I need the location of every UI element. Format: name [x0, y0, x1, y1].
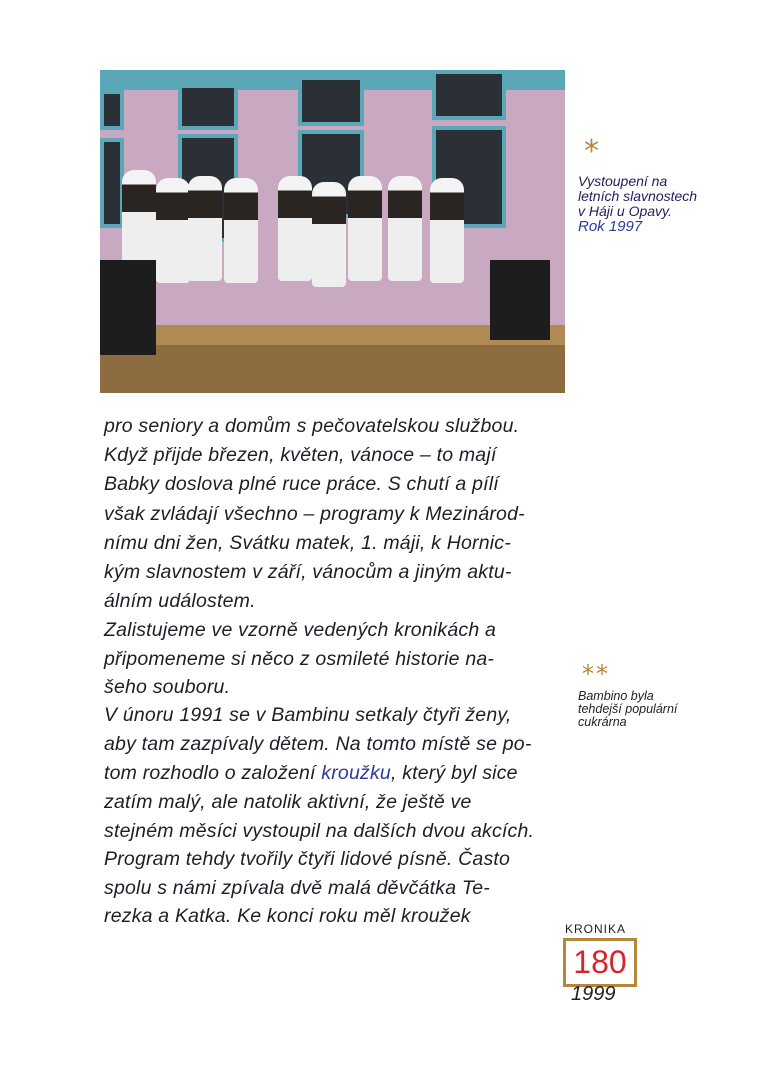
text-line: kým slavnostem v září, vánocům a jiným aktu- [104, 561, 512, 583]
double-asterisk-icon: ** [582, 660, 610, 688]
text-line: nímu dni žen, Svátku matek, 1. máji, k Hornic- [104, 532, 511, 554]
text-line: Zalistujeme ve vzorně vedených kronikách a [104, 619, 497, 641]
text-line: spolu s námi zpívala dvě malá děvčátka Te- [104, 877, 490, 899]
text-line: Když přijde březen, květen, vánoce – to mají [104, 444, 497, 466]
note-line: tehdejší populární [578, 702, 678, 716]
asterisk-icon: * [584, 134, 599, 169]
stamp-label: KRONIKA [565, 922, 627, 936]
text-line: V únoru 1991 se v Bambinu setkaly čtyři ženy, [104, 704, 512, 726]
text-line: Babky doslova plné ruce práce. S chutí a pílí [104, 473, 499, 495]
text-line [104, 762, 518, 785]
note-line: Bambino byla [578, 689, 654, 703]
footnote-bambino [578, 690, 677, 729]
text-segment: , který byl sice [390, 762, 518, 784]
text-line: zatím malý, ale natolik aktivní, že ještě ve [104, 791, 472, 813]
note-line: Vystoupení na [578, 173, 668, 189]
text-line: pro seniory a domům s pečovatelskou službou. [104, 415, 520, 437]
note-year: Rok 1997 [578, 218, 643, 235]
stamp-year: 1999 [571, 983, 616, 1005]
note-line: v Háji u Opavy. [578, 203, 672, 219]
highlighted-word-krouzku: kroužku [321, 762, 391, 784]
text-line: šeho souboru. [104, 676, 231, 698]
text-line: Program tehdy tvořily čtyři lidové písně. Často [104, 848, 511, 870]
text-line: připomeneme si něco z osmileté historie na- [104, 648, 495, 670]
text-line: álním událostem. [104, 590, 256, 612]
text-line: stejném měsíci vystoupil na dalších dvou akcích. [104, 820, 535, 842]
text-segment: tom rozhodlo o založení [104, 762, 322, 784]
text-line: aby tam zazpívaly dětem. Na tomto místě se po- [104, 733, 532, 755]
note-line: cukrárna [578, 715, 627, 729]
text-line: však zvládají všechno – programy k Mezinárod- [104, 503, 525, 525]
text-line: rezka a Katka. Ke konci roku měl kroužek [104, 905, 471, 927]
note-line: letních slavnostech [578, 188, 698, 204]
photo-folk-ensemble-performance [100, 70, 565, 393]
page-number: 180 [563, 938, 637, 987]
photo-caption-note [578, 174, 697, 234]
